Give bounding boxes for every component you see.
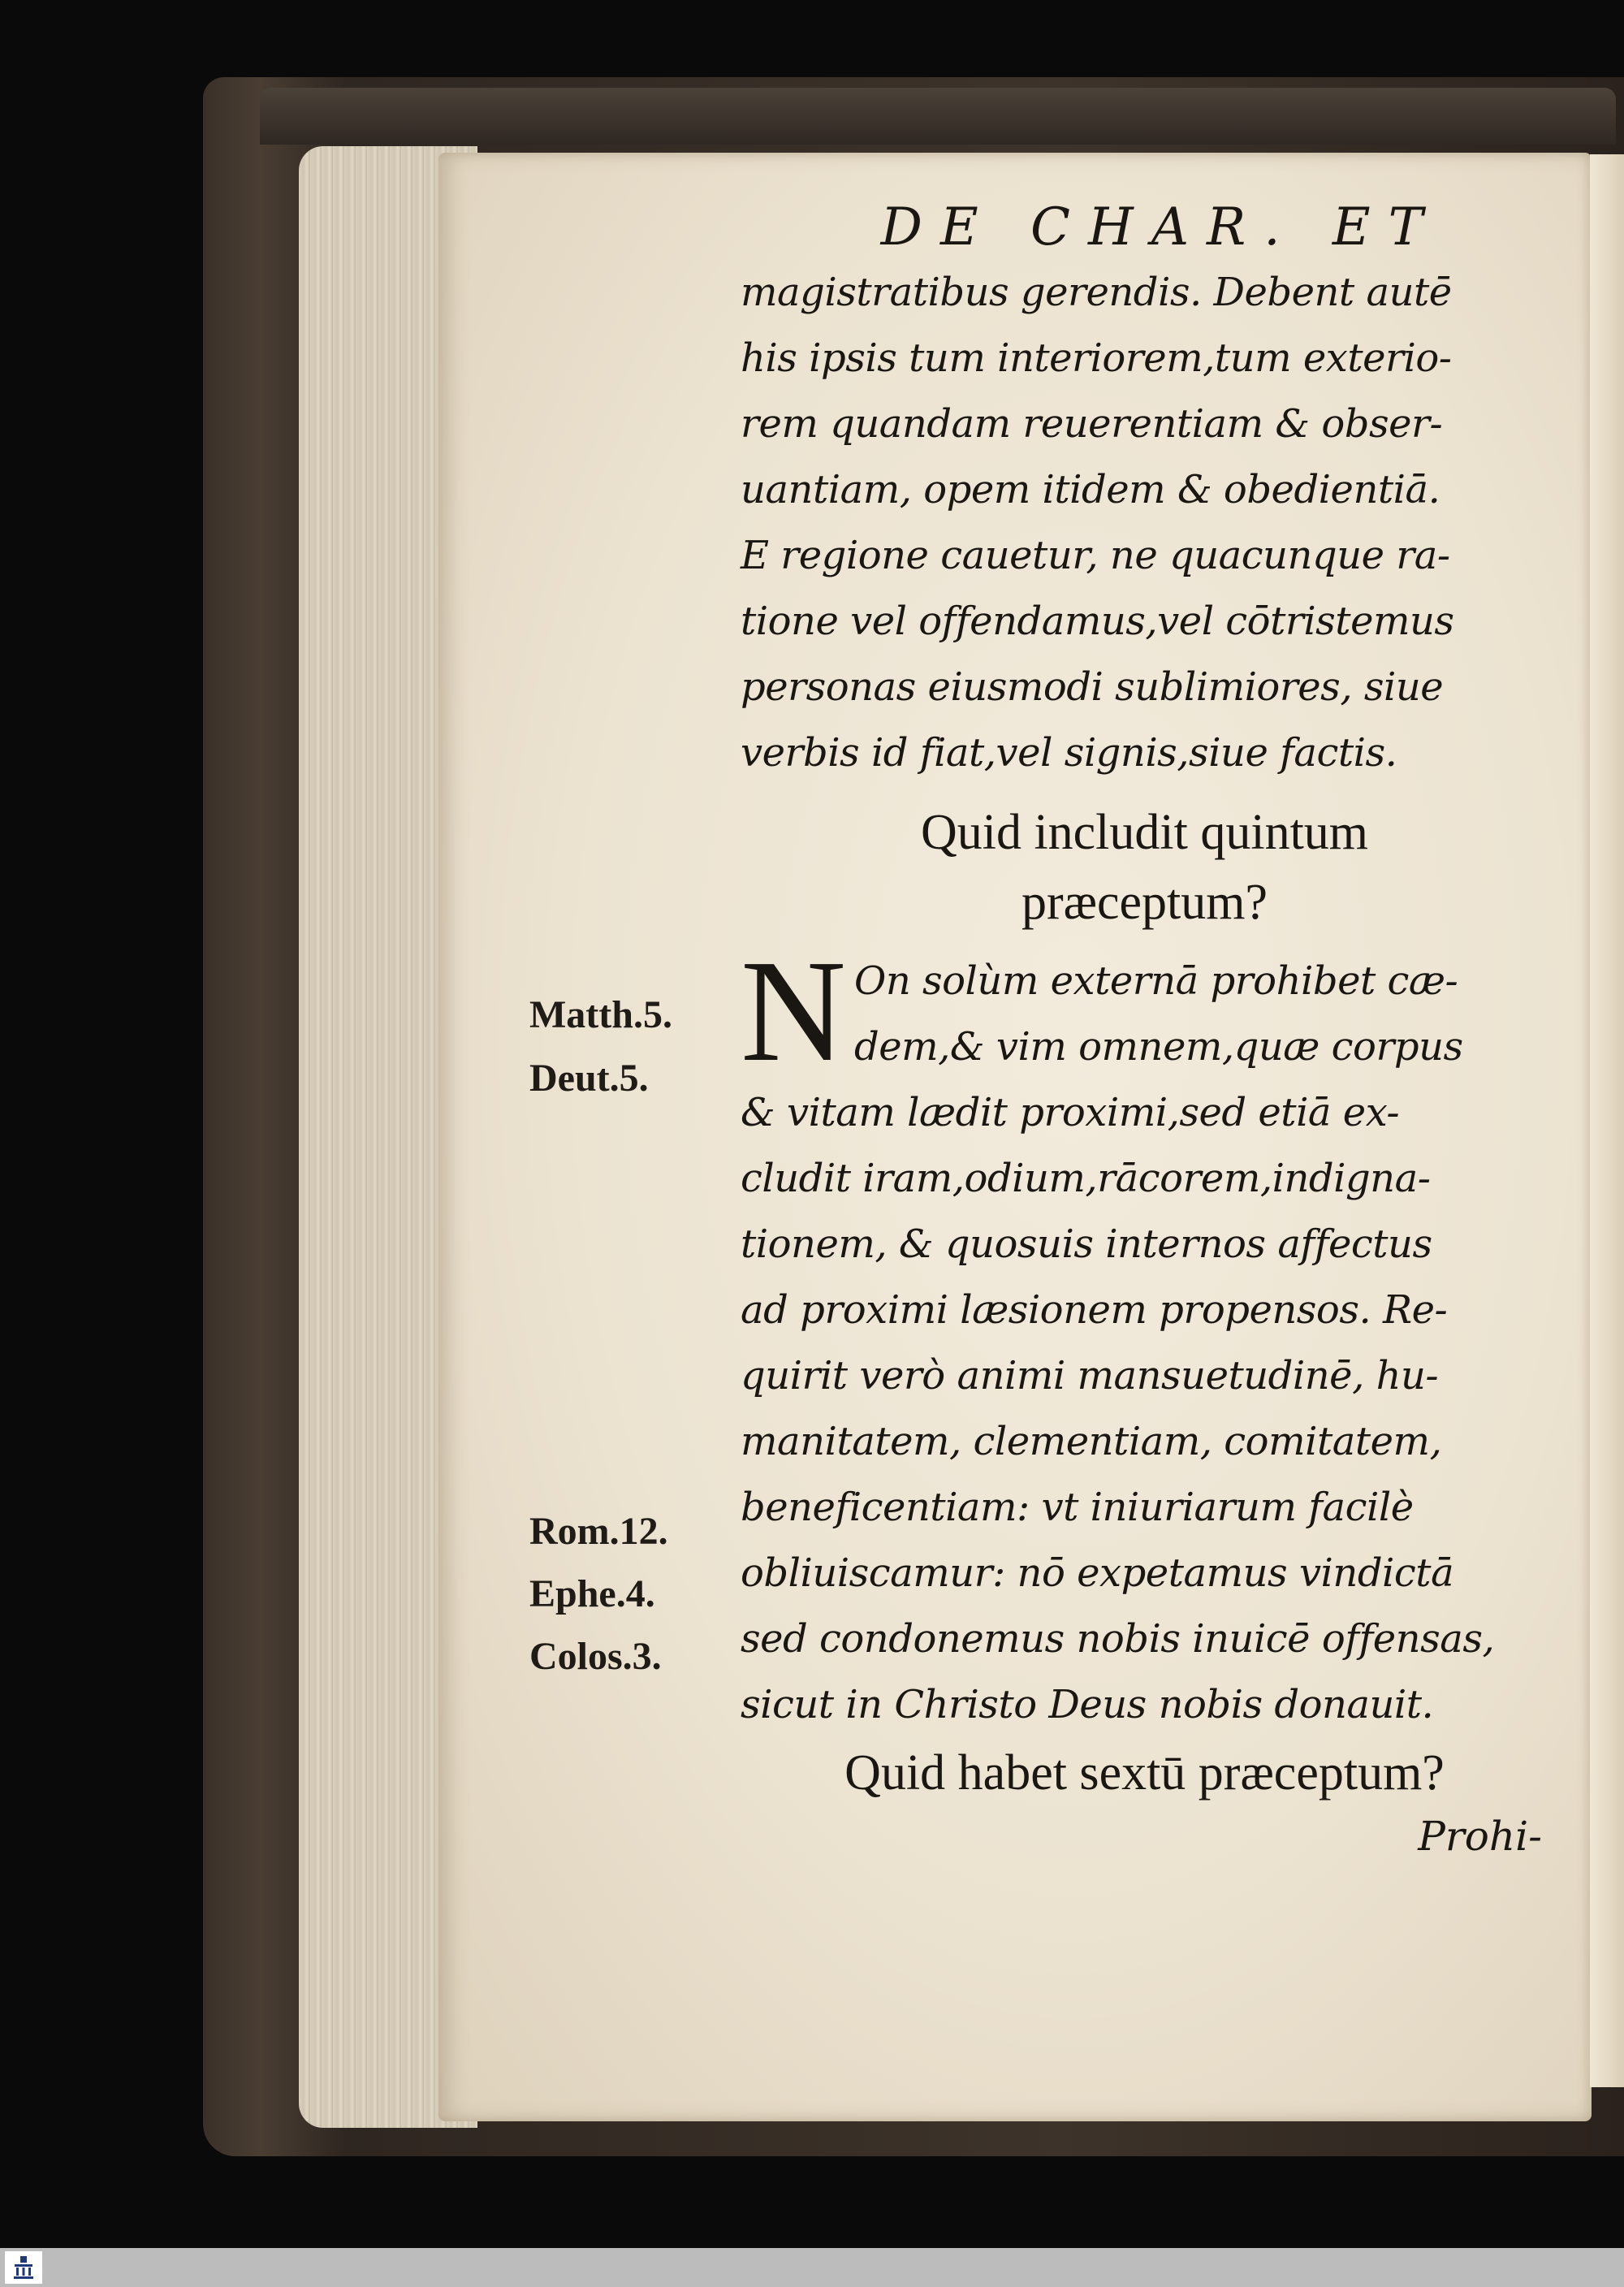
text-line: manitatem, clementiam, comitatem, [741, 1419, 1442, 1464]
text-line: sicut in Christo Deus nobis donauit. [741, 1682, 1434, 1727]
question-heading-1-cont: præceptum? [1021, 875, 1268, 930]
book-top-edge [260, 88, 1616, 145]
text-line: magistratibus gerendis. Debent autē [741, 270, 1452, 315]
text-line: & vitam lædit proximi,sed etiā ex- [741, 1090, 1400, 1135]
text-line: tionem, & quosuis internos affectus [741, 1221, 1432, 1267]
margin-note-ephe: Ephe.4. [529, 1572, 655, 1615]
viewer-footer-bar [0, 2248, 1624, 2287]
text-line: tione vel offendamus,vel cōtristemus [741, 599, 1454, 644]
text-line: dem,& vim omnem,quæ corpus [854, 1024, 1463, 1070]
paragraph-1 [741, 260, 1548, 786]
text-line: quirit verò animi mansuetudinē, hu- [741, 1353, 1439, 1399]
question-heading-1: Quid includit quintum [920, 805, 1369, 860]
margin-note-colos: Colos.3. [529, 1635, 662, 1678]
margin-note-deut: Deut.5. [529, 1057, 649, 1100]
text-line: rem quandam reuerentiam & obser- [741, 401, 1443, 447]
drop-cap: N [741, 930, 846, 1092]
facing-page-edge [1590, 154, 1624, 2087]
text-line: verbis id fiat,vel signis,siue factis. [741, 730, 1397, 776]
text-line: his ipsis tum interiorem,tum exterio- [741, 335, 1452, 381]
margin-note-matth: Matth.5. [529, 993, 672, 1036]
margin-note-rom: Rom.12. [529, 1510, 668, 1553]
text-line: sed condonemus nobis inuicē offensas, [741, 1616, 1495, 1662]
text-line: On solùm externā prohibet cæ- [854, 958, 1458, 1004]
question-heading-2: Quid habet sextū præceptum? [844, 1745, 1445, 1801]
catchword: Prohi- [1418, 1813, 1542, 1860]
text-line: beneficentiam: vt iniuriarum facilè [741, 1485, 1414, 1530]
library-logo-icon[interactable] [5, 2251, 42, 2284]
text-line: E regione cauetur, ne quacunque ra- [741, 533, 1450, 578]
text-line: personas eiusmodi sublimiores, siue [741, 664, 1444, 710]
text-line: cludit iram,odium,rācorem,indigna- [741, 1156, 1431, 1201]
text-line: obliuiscamur: nō expetamus vindictā [741, 1550, 1454, 1596]
running-head: DE CHAR. ET [880, 197, 1441, 257]
paragraph-2 [741, 930, 1548, 1738]
text-line: ad proximi læsionem propensos. Re- [741, 1287, 1448, 1333]
text-line: uantiam, opem itidem & obedientiā. [741, 467, 1440, 512]
page-text [741, 195, 1548, 1865]
